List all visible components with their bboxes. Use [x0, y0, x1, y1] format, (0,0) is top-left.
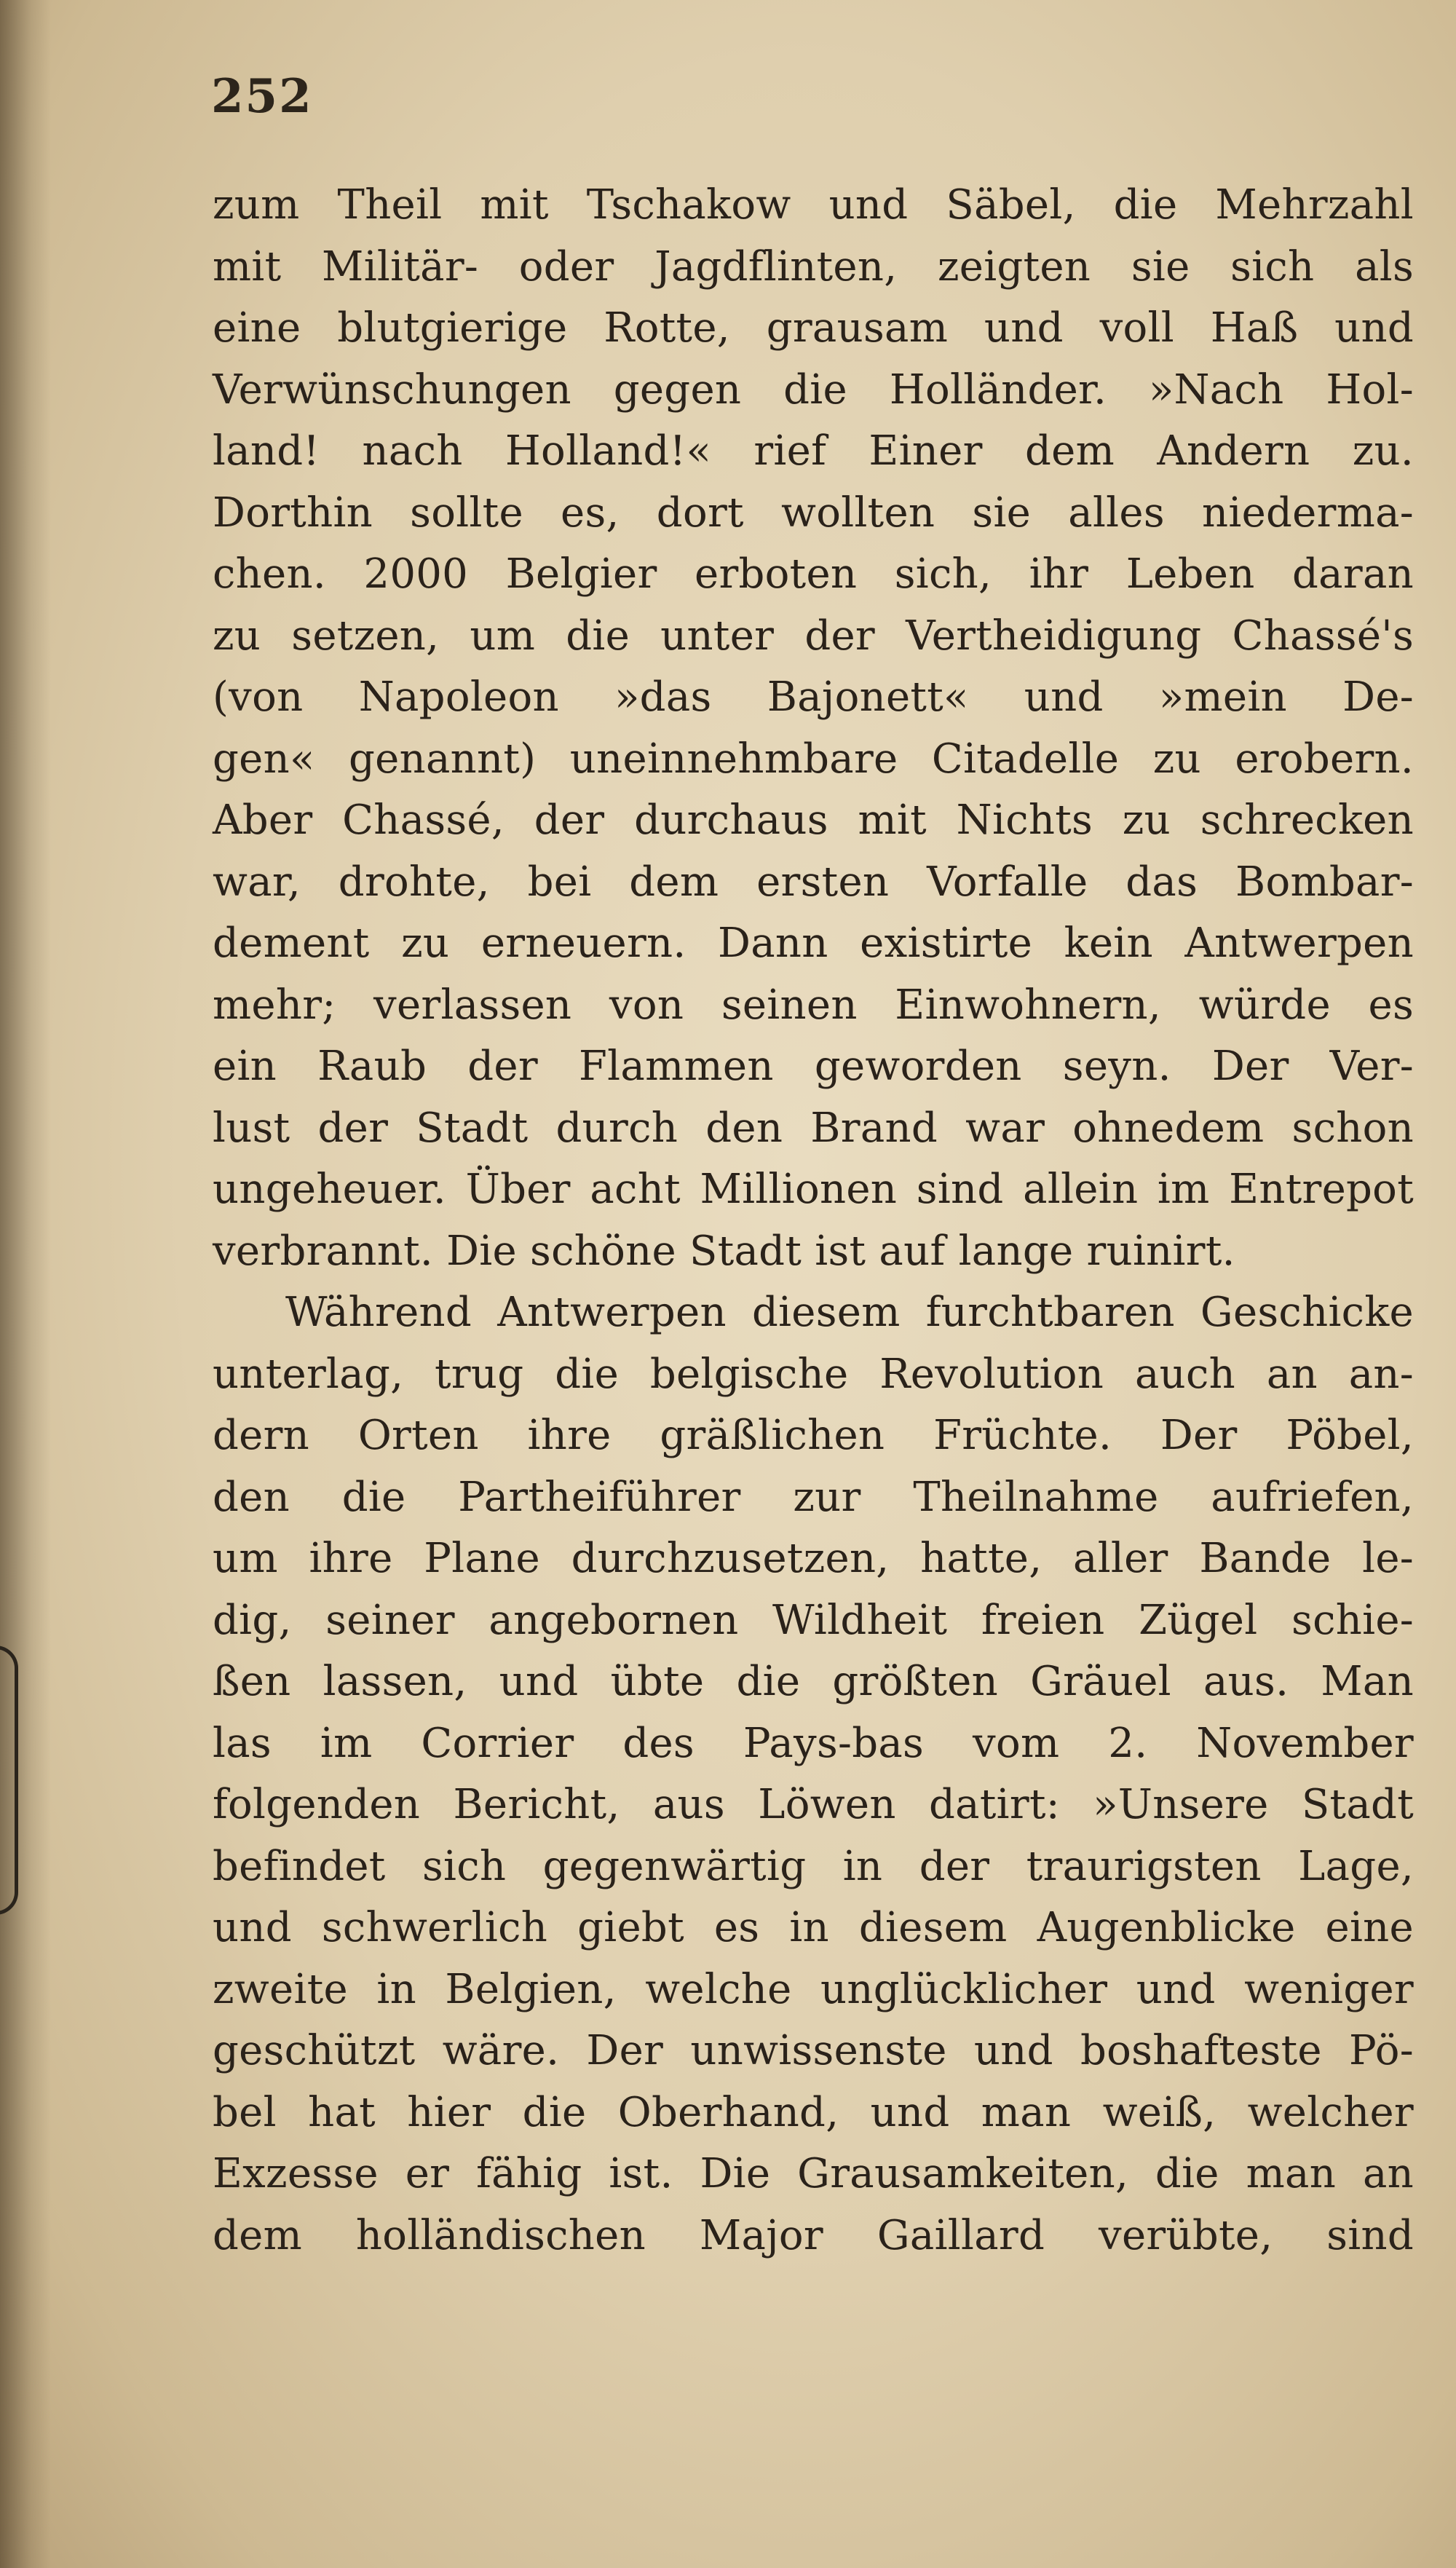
text-line: dern Orten ihre gräßlichen Früchte. Der Pöbel,	[213, 1412, 1414, 1459]
text-line: Exzesse er fähig ist. Die Grausamkeiten, die man an	[213, 2150, 1414, 2197]
text-line: unterlag, trug die belgische Revolution auch an an-	[213, 1350, 1414, 1398]
page-gutter-shadow	[0, 0, 51, 2568]
text-line: ein Raub der Flammen geworden seyn. Der Ver-	[213, 1043, 1414, 1090]
text-line: lust der Stadt durch den Brand war ohnedem schon	[213, 1104, 1414, 1152]
text-line: folgenden Bericht, aus Löwen datirt: »Unsere Stadt	[213, 1781, 1414, 1828]
text-line: zum Theil mit Tschakow und Säbel, die Mehrzahl	[213, 181, 1414, 229]
text-line: dem holländischen Major Gaillard verübte, sind	[213, 2211, 1414, 2259]
text-line: bel hat hier die Oberhand, und man weiß, welcher	[213, 2088, 1414, 2136]
text-line: dement zu erneuern. Dann existirte kein Antwerpen	[213, 920, 1414, 967]
text-line: Verwünschungen gegen die Holländer. »Nach Hol-	[213, 366, 1414, 414]
text-line: (von Napoleon »das Bajonett« und »mein De-	[213, 673, 1414, 721]
text-line: mehr; verlassen von seinen Einwohnern, würde es	[213, 981, 1414, 1029]
text-line: den die Partheiführer zur Theilnahme aufriefen,	[213, 1473, 1414, 1521]
text-line: ßen lassen, und übte die größten Gräuel aus. Man	[213, 1658, 1414, 1705]
page-number: 252	[211, 69, 313, 124]
text-line: gen« genannt) uneinnehmbare Citadelle zu erobern.	[213, 735, 1414, 783]
text-line: war, drohte, bei dem ersten Vorfalle das Bombar-	[213, 858, 1414, 906]
text-line: zweite in Belgien, welche unglücklicher und weniger	[213, 1965, 1414, 2013]
text-line: eine blutgierige Rotte, grausam und voll Haß und	[213, 304, 1414, 352]
text-line: mit Militär- oder Jagdflinten, zeigten sie sich als	[213, 242, 1414, 291]
text-line: Während Antwerpen diesem furchtbaren Geschicke	[285, 1289, 1414, 1336]
body-text	[213, 175, 1414, 2267]
text-line: land! nach Holland!« rief Einer dem Andern zu.	[213, 427, 1414, 475]
text-line: um ihre Plane durchzusetzen, hatte, aller Bande le-	[213, 1535, 1414, 1582]
text-line: geschützt wäre. Der unwissenste und boshafteste Pö-	[213, 2027, 1414, 2074]
text-line: Aber Chassé, der durchaus mit Nichts zu schrecken	[213, 797, 1414, 844]
text-line: ungeheuer. Über acht Millionen sind allein im Entrepot	[213, 1166, 1414, 1213]
text-line: und schwerlich giebt es in diesem Augenblicke eine	[213, 1904, 1414, 1951]
text-line: verbrannt. Die schöne Stadt ist auf lange ruinirt.	[213, 1227, 1235, 1275]
text-line: las im Corrier des Pays-bas vom 2. November	[213, 1719, 1414, 1767]
text-line: chen. 2000 Belgier erboten sich, ihr Leben daran	[213, 550, 1414, 598]
binding-edge	[0, 1646, 18, 1915]
text-line: zu setzen, um die unter der Vertheidigung Chassé's	[213, 612, 1414, 660]
text-line: befindet sich gegenwärtig in der traurigsten Lage,	[213, 1842, 1414, 1890]
text-line: dig, seiner angebornen Wildheit freien Zügel schie-	[213, 1596, 1414, 1644]
text-line: Dorthin sollte es, dort wollten sie alles niederma-	[213, 489, 1414, 537]
